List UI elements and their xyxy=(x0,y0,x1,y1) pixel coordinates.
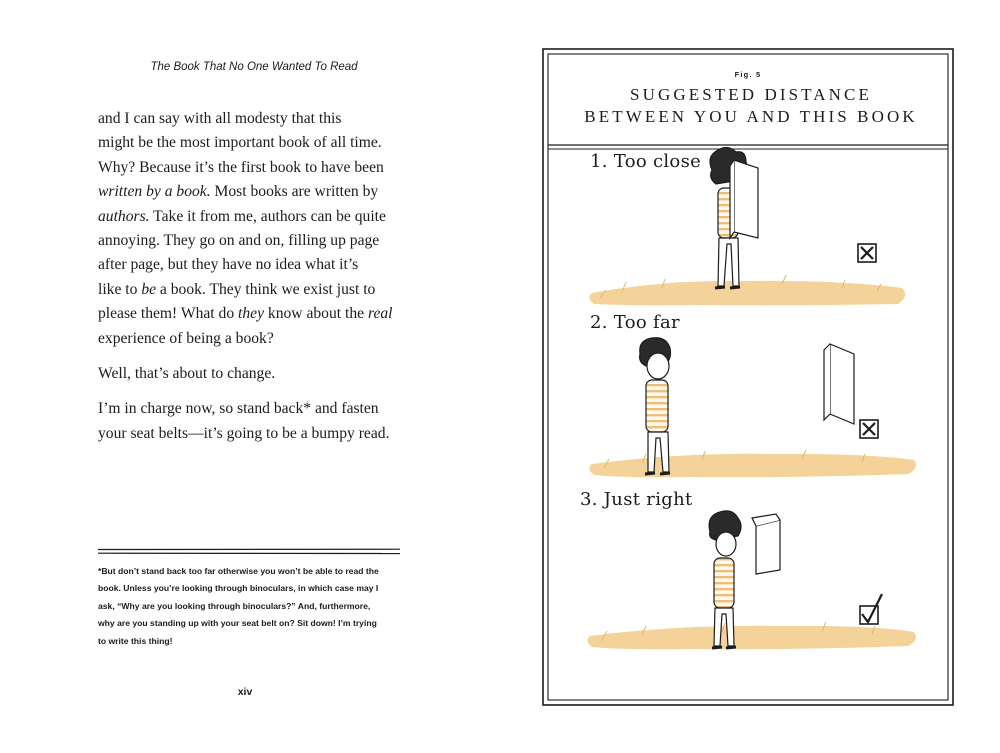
paragraph-3: I’m in charge now, so stand back* and fasten your seat belts—it’s going to be a bumpy read. xyxy=(98,400,390,442)
ground-panel-2 xyxy=(589,450,916,477)
figure-label: Fig. 5 xyxy=(734,70,762,79)
child-figure-2 xyxy=(640,338,671,474)
footnote: *But don’t stand back too far otherwise you won’t be able to read the book. Unless you’re looking through binoculars, in which case may I ask, “Why are you looking through binoculars?” And, furthermore, why are you standing up with your seat belt on? Sit down! I’m trying to write this thing! xyxy=(98,566,379,646)
paragraph-1: and I can say with all modesty that this might be the most important book of all time. Why? Because it’s the first book to have been written by a book. Most books are written by authors. Take it from me, authors can be quite annoying. They go on and on, filling up page after page, but they have no idea what it’s like to be a book. They think we exist just to please them! What do they know about the real experience of being a book? xyxy=(98,110,393,347)
panel-label-too-far: 2. Too far xyxy=(590,312,680,333)
panel-label-too-close: 1. Too close xyxy=(590,151,702,172)
running-head: The Book That No One Wanted To Read xyxy=(150,61,358,73)
book-icon-1 xyxy=(730,160,758,238)
body-text xyxy=(98,107,416,446)
panel-label-just-right: 3. Just right xyxy=(580,489,693,510)
book-icon-3 xyxy=(752,514,780,574)
figure-illustration xyxy=(542,48,954,708)
figure-title: SUGGESTED DISTANCE BETWEEN YOU AND THIS BOOK xyxy=(584,85,918,126)
ground-panel-1 xyxy=(589,275,905,305)
figure-frame xyxy=(543,49,953,705)
ground-panel-3 xyxy=(587,622,916,649)
check-icon xyxy=(860,594,882,624)
footnote-rule xyxy=(98,548,400,555)
book-icon-2 xyxy=(824,344,854,424)
cross-icon-1 xyxy=(858,244,876,262)
page-number: xiv xyxy=(237,686,253,698)
paragraph-2: Well, that’s about to change. xyxy=(98,365,276,383)
cross-icon-2 xyxy=(860,420,878,438)
